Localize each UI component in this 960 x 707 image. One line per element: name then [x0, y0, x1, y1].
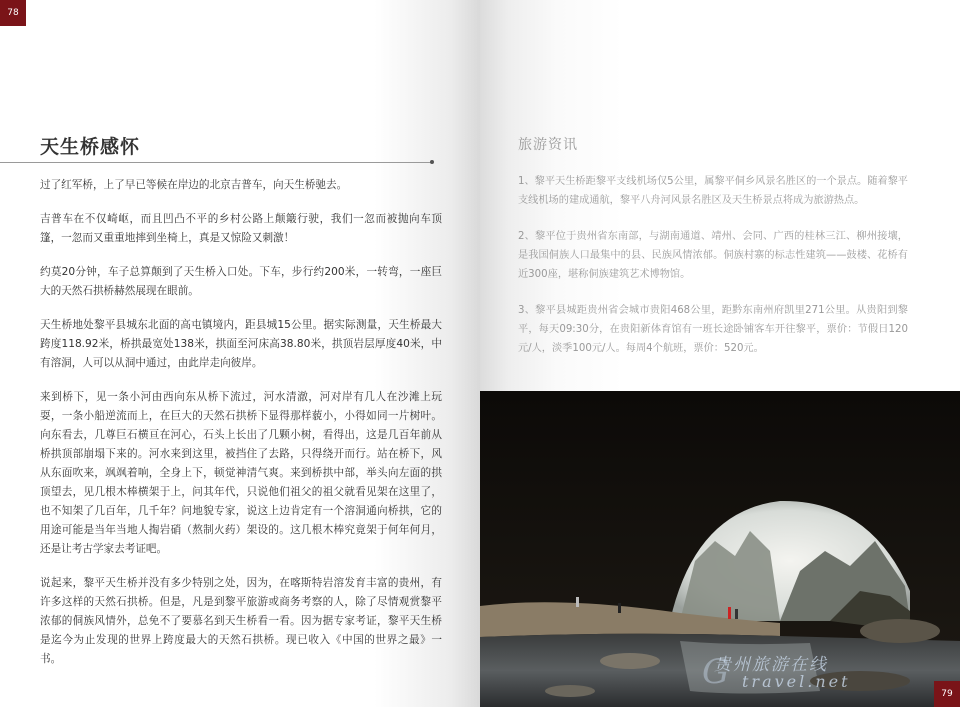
- watermark-url: travel.net: [742, 672, 851, 691]
- info-item: 1、黎平天生桥距黎平支线机场仅5公里，属黎平侗乡风景名胜区的一个景点。随着黎平支线机场的建成通航，黎平八舟河风景名胜区及天生桥景点将成为旅游热点。: [518, 176, 908, 206]
- paragraph: 说起来，黎平天生桥并没有多少特别之处，因为，在喀斯特岩溶发育丰富的贵州，有许多这样的天然石拱桥。但是，凡是到黎平旅游或商务考察的人，除了尽情观赏黎平浓郁的侗族风情外，总免不了要慕名到天生桥看一看。因为据专家考证，黎平天生桥是迄今为止发现的世界上跨度最大的天然石拱桥。现已收入《中国的世界之最》一书。: [40, 577, 442, 665]
- paragraph: 约莫20分钟，车子总算颠到了天生桥入口处。下车，步行约200米，一转弯，一座巨大的天然石拱桥赫然展现在眼前。: [40, 266, 442, 297]
- watermark-logo-icon: G: [702, 652, 730, 692]
- info-item: 3、黎平县城距贵州省会城市贵阳468公里，距黔东南州府凯里271公里。从贵阳到黎平，每天09:30分，在贵阳新体育馆有一班长途卧铺客车开往黎平，票价：节假日120元/人，淡季100元/人。每周4个航班，票价：520元。: [518, 305, 908, 354]
- paragraph: 吉普车在不仅崎岖，而且凹凸不平的乡村公路上颠簸行驶，我们一忽而被抛向车顶篷，一忽而又重重地摔到坐椅上，真是又惊险又刺激！: [40, 213, 442, 244]
- info-item: 2、黎平位于贵州省东南部，与湖南通道、靖州、会同、广西的桂林三江、柳州接壤，是我国侗族人口最集中的县、民族风情浓郁。侗族村寨的标志性建筑——鼓楼、花桥有近300座，堪称侗族建筑艺术博物馆。: [518, 231, 908, 280]
- article-title: 天生桥感怀: [40, 136, 141, 158]
- watermark-text: 贵州旅游在线: [714, 655, 828, 675]
- right-page-number: 79: [934, 681, 960, 707]
- travel-info-body: [518, 172, 908, 375]
- divider-dot: [430, 160, 434, 164]
- site-watermark: [702, 646, 892, 696]
- article-body: [40, 176, 442, 684]
- paragraph: 来到桥下，见一条小河由西向东从桥下流过，河水清澈，河对岸有几人在沙滩上玩耍，一条小船逆流而上，在巨大的天然石拱桥下显得那样藐小，小得如同一片树叶。向东看去，几尊巨石横亘在河心，石头上长出了几颗小树，看得出，这是几百年前从桥拱顶部崩塌下来的。河水来到这里，被挡住了去路，只得绕开而行。站在桥下，风从东面吹来，飒飒着响，全身上下，顿觉神清气爽。来到桥拱中部，举头向左面的拱顶望去，见几根木棒横架于上，问其年代，只说他们祖父的祖父就看见架在这里了，也不知架了几百年，几千年？问地貌专家，说这上边肯定有一个溶洞通向桥拱，它的用途可能是当年当地人掏岩硝（熬制火药）架设的。这几根木棒究竟架于何年何月，还是让考古学家去考证吧。: [40, 391, 442, 555]
- paragraph: 过了红军桥，上了早已等候在岸边的北京吉普车，向天生桥驰去。: [40, 179, 348, 191]
- right-page: [480, 0, 960, 707]
- travel-info-title: 旅游资讯: [518, 137, 578, 153]
- title-divider: [0, 162, 432, 163]
- left-page-number: 78: [0, 0, 26, 26]
- paragraph: 天生桥地处黎平县城东北面的高屯镇境内，距县城15公里。据实际测量，天生桥最大跨度118.92米，桥拱最宽处138米，拱面至河床高38.80米，拱顶岩层厚度40米，中有溶洞，人可以从洞中通过，由此岸走向彼岸。: [40, 319, 442, 369]
